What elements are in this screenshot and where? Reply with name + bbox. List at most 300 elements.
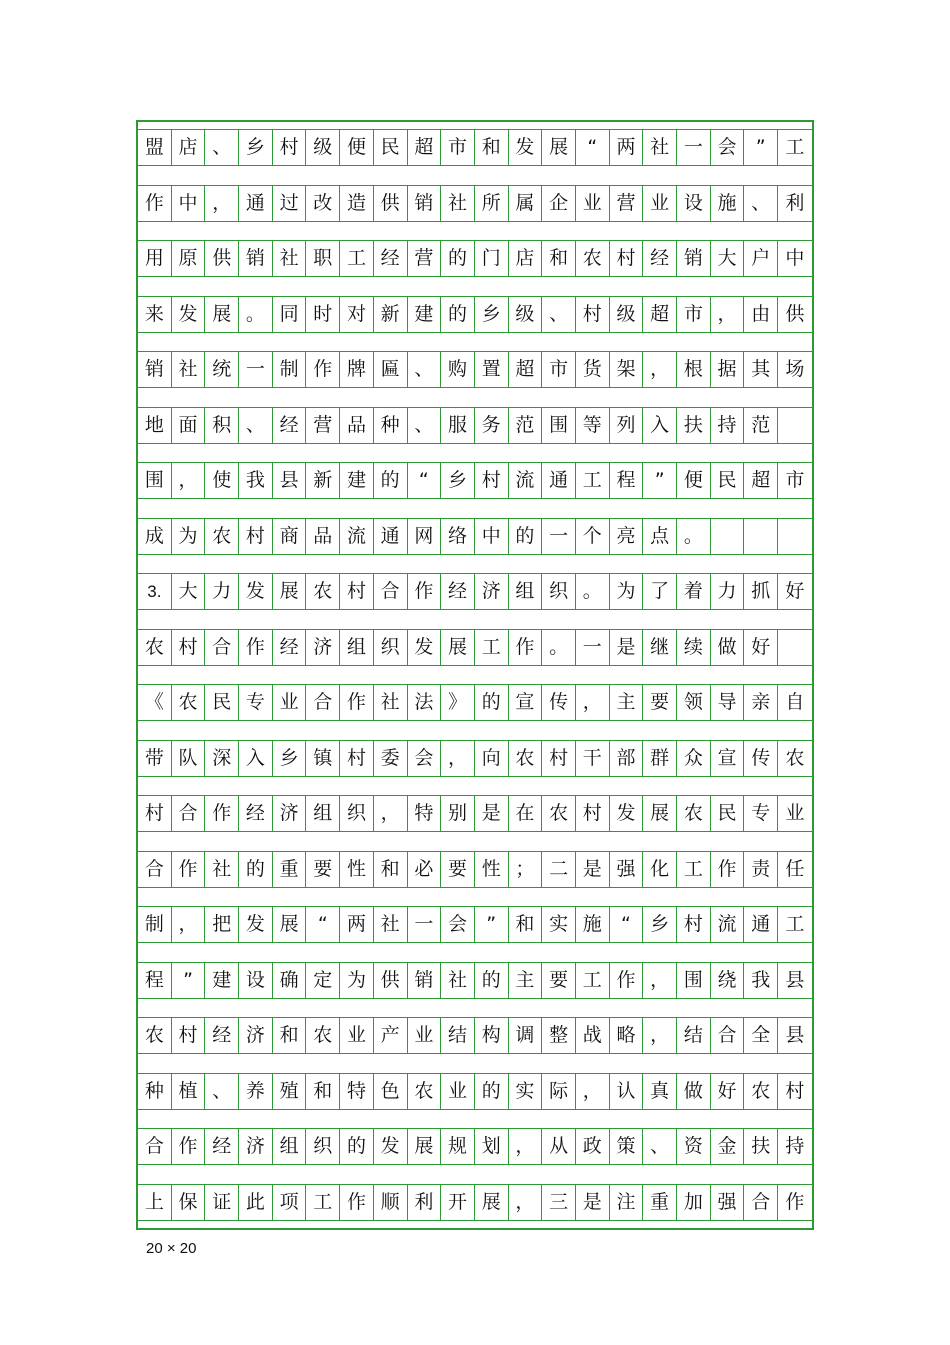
- grid-cell: ，: [643, 962, 677, 999]
- grid-cell: 济: [475, 573, 509, 610]
- grid-cell: 整: [542, 1017, 576, 1054]
- grid-cell: 作: [340, 684, 374, 721]
- grid-cell: 程: [610, 462, 644, 499]
- grid-cell: 大: [711, 240, 745, 277]
- grid-cell: 续: [677, 629, 711, 666]
- grid-cell: 改: [306, 185, 340, 222]
- grid-cell: 一: [542, 518, 576, 555]
- grid-cell: 责: [744, 851, 778, 888]
- grid-cell: 社: [643, 129, 677, 166]
- grid-cell: 民: [711, 795, 745, 832]
- grid-cell: 工: [576, 462, 610, 499]
- grid-cell: 自: [778, 684, 812, 721]
- grid-cell: 展: [273, 906, 307, 943]
- grid-cell: 村: [778, 1073, 812, 1110]
- grid-cell: 经: [273, 407, 307, 444]
- grid-cell: 政: [576, 1128, 610, 1165]
- grid-cell: 开: [441, 1184, 475, 1221]
- grid-cell: 使: [205, 462, 239, 499]
- grid-cell: 经: [205, 1017, 239, 1054]
- grid-cell: 特: [340, 1073, 374, 1110]
- grid-cell: 农: [138, 629, 172, 666]
- grid-cell: 经: [374, 240, 408, 277]
- grid-cell: 我: [239, 462, 273, 499]
- grid-cell: 作: [340, 1184, 374, 1221]
- grid-row: [138, 351, 812, 388]
- grid-cell: 结: [677, 1017, 711, 1054]
- grid-cell: 主: [610, 684, 644, 721]
- grid-cell: 业: [643, 185, 677, 222]
- grid-cell: ，: [441, 740, 475, 777]
- grid-cell: 农: [677, 795, 711, 832]
- grid-cell: 导: [711, 684, 745, 721]
- grid-cell: 合: [374, 573, 408, 610]
- grid-cell: 要: [306, 851, 340, 888]
- grid-cell: ”: [643, 462, 677, 499]
- grid-cell: 真: [643, 1073, 677, 1110]
- grid-cell: 干: [576, 740, 610, 777]
- grid-cell: ”: [172, 962, 206, 999]
- grid-cell: 、: [744, 185, 778, 222]
- grid-cell: 确: [273, 962, 307, 999]
- grid-cell: 利: [408, 1184, 442, 1221]
- grid-row: [138, 1128, 812, 1165]
- grid-cell: 和: [374, 851, 408, 888]
- grid-cell: 的: [475, 1073, 509, 1110]
- grid-cell: 村: [576, 795, 610, 832]
- grid-cell: 建: [205, 962, 239, 999]
- manuscript-grid: [136, 120, 814, 1230]
- grid-cell: 和: [509, 906, 543, 943]
- grid-cell: 经: [205, 1128, 239, 1165]
- grid-cell: 三: [542, 1184, 576, 1221]
- grid-cell: 农: [408, 1073, 442, 1110]
- grid-cell: 济: [239, 1128, 273, 1165]
- grid-cell: 供: [374, 962, 408, 999]
- grid-cell: 领: [677, 684, 711, 721]
- grid-cell: 要: [643, 684, 677, 721]
- grid-cell: 工: [340, 240, 374, 277]
- grid-cell: 品: [306, 518, 340, 555]
- grid-cell: 业: [340, 1017, 374, 1054]
- grid-cell: 做: [711, 629, 745, 666]
- grid-cell: 经: [239, 795, 273, 832]
- grid-row: [138, 407, 812, 444]
- grid-cell: 等: [576, 407, 610, 444]
- grid-row: [138, 1073, 812, 1110]
- grid-cell: 、: [542, 296, 576, 333]
- grid-cell: ，: [576, 684, 610, 721]
- grid-cell: 做: [677, 1073, 711, 1110]
- grid-cell: 项: [273, 1184, 307, 1221]
- grid-cell: 通: [239, 185, 273, 222]
- grid-cell: 合: [138, 851, 172, 888]
- grid-cell: 》: [441, 684, 475, 721]
- grid-cell: 中: [172, 185, 206, 222]
- grid-cell: 点: [643, 518, 677, 555]
- grid-cell: 色: [374, 1073, 408, 1110]
- grid-cell: 的: [509, 518, 543, 555]
- grid-cell: 传: [744, 740, 778, 777]
- grid-cell: 围: [677, 962, 711, 999]
- grid-cell: 超: [509, 351, 543, 388]
- grid-cell: 众: [677, 740, 711, 777]
- grid-cell: 农: [306, 573, 340, 610]
- grid-cell: 作: [138, 185, 172, 222]
- grid-cell: 购: [441, 351, 475, 388]
- grid-cell: 是: [576, 1184, 610, 1221]
- grid-cell: 来: [138, 296, 172, 333]
- grid-cell: 作: [778, 1184, 812, 1221]
- grid-cell: 社: [205, 851, 239, 888]
- grid-cell: 亮: [610, 518, 644, 555]
- grid-cell: 村: [677, 906, 711, 943]
- grid-cell: 主: [509, 962, 543, 999]
- grid-cell: 展: [475, 1184, 509, 1221]
- grid-cell: 业: [576, 185, 610, 222]
- grid-cell: 通: [744, 906, 778, 943]
- grid-cell: 和: [306, 1073, 340, 1110]
- grid-cell: 好: [778, 573, 812, 610]
- grid-cell: 流: [340, 518, 374, 555]
- grid-cell: 中: [778, 240, 812, 277]
- grid-cell: 法: [408, 684, 442, 721]
- grid-cell: 县: [778, 962, 812, 999]
- grid-row: [138, 740, 812, 777]
- grid-cell: 性: [475, 851, 509, 888]
- grid-cell: 村: [340, 740, 374, 777]
- grid-cell: 服: [441, 407, 475, 444]
- grid-cell: 强: [610, 851, 644, 888]
- grid-cell: 县: [778, 1017, 812, 1054]
- grid-cell: 流: [509, 462, 543, 499]
- grid-cell: 乡: [239, 129, 273, 166]
- grid-cell: 地: [138, 407, 172, 444]
- grid-cell: 扶: [744, 1128, 778, 1165]
- grid-cell: 定: [306, 962, 340, 999]
- grid-cell: 着: [677, 573, 711, 610]
- grid-cell: 济: [306, 629, 340, 666]
- grid-cell: 的: [475, 684, 509, 721]
- grid-cell: 成: [138, 518, 172, 555]
- grid-cell: 业: [273, 684, 307, 721]
- grid-cell: ，: [172, 462, 206, 499]
- grid-row: [138, 795, 812, 832]
- grid-cell: 队: [172, 740, 206, 777]
- grid-cell: 乡: [475, 296, 509, 333]
- grid-cell: 销: [408, 185, 442, 222]
- grid-cell: 证: [205, 1184, 239, 1221]
- grid-cell: 制: [138, 906, 172, 943]
- grid-cell: 供: [205, 240, 239, 277]
- grid-cell: 村: [172, 1017, 206, 1054]
- grid-cell: 传: [542, 684, 576, 721]
- grid-cell: 过: [273, 185, 307, 222]
- grid-cell: 合: [172, 795, 206, 832]
- grid-cell: 社: [441, 962, 475, 999]
- grid-cell: 供: [374, 185, 408, 222]
- grid-cell: 、: [643, 1128, 677, 1165]
- grid-cell: 设: [677, 185, 711, 222]
- grid-cell: 重: [273, 851, 307, 888]
- grid-cell: 保: [172, 1184, 206, 1221]
- grid-cell: 别: [441, 795, 475, 832]
- grid-cell: 范: [509, 407, 543, 444]
- grid-cell: 市: [542, 351, 576, 388]
- grid-cell: 企: [542, 185, 576, 222]
- grid-cell: 便: [677, 462, 711, 499]
- grid-cell: 建: [340, 462, 374, 499]
- grid-cell: 入: [643, 407, 677, 444]
- grid-cell: 店: [509, 240, 543, 277]
- grid-cell: 和: [475, 129, 509, 166]
- grid-cell: 销: [677, 240, 711, 277]
- grid-cell: 作: [306, 351, 340, 388]
- grid-cell: 是: [576, 851, 610, 888]
- grid-cell: 施: [711, 185, 745, 222]
- grid-cell: 列: [610, 407, 644, 444]
- grid-cell: 的: [441, 240, 475, 277]
- grid-cell: 济: [239, 1017, 273, 1054]
- grid-cell: 村: [273, 129, 307, 166]
- grid-cell: 加: [677, 1184, 711, 1221]
- grid-cell: 工: [306, 1184, 340, 1221]
- grid-cell: 展: [273, 573, 307, 610]
- grid-cell: 农: [778, 740, 812, 777]
- grid-cell: 制: [273, 351, 307, 388]
- grid-cell: “: [610, 906, 644, 943]
- grid-cell: 合: [711, 1017, 745, 1054]
- grid-cell: 商: [273, 518, 307, 555]
- grid-cell: 经: [643, 240, 677, 277]
- grid-cell: 原: [172, 240, 206, 277]
- grid-cell: 的: [475, 962, 509, 999]
- grid-cell: 匾: [374, 351, 408, 388]
- grid-cell: 资: [677, 1128, 711, 1165]
- grid-cell: 级: [610, 296, 644, 333]
- grid-cell: “: [408, 462, 442, 499]
- grid-cell: 农: [542, 795, 576, 832]
- grid-cell: 农: [744, 1073, 778, 1110]
- grid-cell: 农: [205, 518, 239, 555]
- grid-cell: 统: [205, 351, 239, 388]
- grid-cell: 牌: [340, 351, 374, 388]
- grid-cell: 入: [239, 740, 273, 777]
- grid-cell: 合: [306, 684, 340, 721]
- grid-cell: 络: [441, 518, 475, 555]
- grid-cell: 村: [576, 296, 610, 333]
- grid-cell: 作: [239, 629, 273, 666]
- grid-cell: 通: [374, 518, 408, 555]
- grid-cell: “: [306, 906, 340, 943]
- grid-cell: 县: [273, 462, 307, 499]
- grid-cell: 持: [778, 1128, 812, 1165]
- grid-cell: 委: [374, 740, 408, 777]
- grid-cell: ，: [509, 1184, 543, 1221]
- grid-cell: 工: [778, 129, 812, 166]
- grid-cell: 村: [475, 462, 509, 499]
- grid-cell: 实: [542, 906, 576, 943]
- grid-cell: 积: [205, 407, 239, 444]
- grid-cell: 合: [138, 1128, 172, 1165]
- grid-row: [138, 129, 812, 166]
- grid-cell: 工: [778, 906, 812, 943]
- grid-cell: 社: [374, 684, 408, 721]
- grid-cell: 面: [172, 407, 206, 444]
- grid-cell: ，: [205, 185, 239, 222]
- grid-cell: 从: [542, 1128, 576, 1165]
- grid-cell: ，: [576, 1073, 610, 1110]
- grid-cell: 盟: [138, 129, 172, 166]
- grid-cell: ，: [172, 906, 206, 943]
- grid-cell: 展: [542, 129, 576, 166]
- grid-cell: 设: [239, 962, 273, 999]
- grid-cell: 务: [475, 407, 509, 444]
- grid-cell: 性: [340, 851, 374, 888]
- grid-cell: ，: [711, 296, 745, 333]
- grid-cell: 织: [374, 629, 408, 666]
- grid-cell: 和: [542, 240, 576, 277]
- grid-cell: 流: [711, 906, 745, 943]
- grid-cell: 民: [205, 684, 239, 721]
- grid-cell: 规: [441, 1128, 475, 1165]
- grid-cell: 营: [610, 185, 644, 222]
- grid-cell: 是: [610, 629, 644, 666]
- grid-size-label: 20 × 20: [146, 1240, 197, 1257]
- grid-cell: [778, 407, 812, 444]
- grid-cell: 深: [205, 740, 239, 777]
- grid-cell: 持: [711, 407, 745, 444]
- grid-cell: [744, 518, 778, 555]
- grid-cell: 利: [778, 185, 812, 222]
- grid-cell: 我: [744, 962, 778, 999]
- grid-cell: 种: [374, 407, 408, 444]
- grid-cell: 新: [374, 296, 408, 333]
- grid-cell: 市: [441, 129, 475, 166]
- grid-cell: 为: [610, 573, 644, 610]
- grid-cell: 抓: [744, 573, 778, 610]
- grid-cell: 宣: [509, 684, 543, 721]
- grid-row: [138, 240, 812, 277]
- grid-cell: 大: [172, 573, 206, 610]
- grid-cell: ”: [475, 906, 509, 943]
- grid-cell: 构: [475, 1017, 509, 1054]
- grid-cell: 对: [340, 296, 374, 333]
- grid-cell: 、: [408, 351, 442, 388]
- grid-cell: 其: [744, 351, 778, 388]
- grid-cell: 村: [138, 795, 172, 832]
- grid-cell: 建: [408, 296, 442, 333]
- grid-cell: [778, 518, 812, 555]
- grid-cell: 发: [239, 906, 273, 943]
- grid-cell: 继: [643, 629, 677, 666]
- grid-cell: 群: [643, 740, 677, 777]
- grid-cell: 个: [576, 518, 610, 555]
- grid-cell: 。: [576, 573, 610, 610]
- grid-cell: 工: [677, 851, 711, 888]
- grid-cell: 、: [205, 129, 239, 166]
- grid-cell: 专: [239, 684, 273, 721]
- grid-cell: 绕: [711, 962, 745, 999]
- grid-cell: 农: [306, 1017, 340, 1054]
- grid-cell: 向: [475, 740, 509, 777]
- grid-cell: 施: [576, 906, 610, 943]
- grid-cell: 农: [172, 684, 206, 721]
- grid-cell: 级: [306, 129, 340, 166]
- grid-cell: 金: [711, 1128, 745, 1165]
- grid-cell: 便: [340, 129, 374, 166]
- grid-cell: 发: [509, 129, 543, 166]
- grid-cell: 场: [778, 351, 812, 388]
- grid-cell: ，: [509, 1128, 543, 1165]
- grid-cell: [711, 518, 745, 555]
- grid-cell: 、: [205, 1073, 239, 1110]
- grid-cell: 架: [610, 351, 644, 388]
- grid-cell: ，: [374, 795, 408, 832]
- grid-cell: 超: [744, 462, 778, 499]
- grid-cell: 镇: [306, 740, 340, 777]
- grid-cell: 力: [205, 573, 239, 610]
- grid-cell: 合: [205, 629, 239, 666]
- grid-cell: 好: [744, 629, 778, 666]
- grid-cell: 化: [643, 851, 677, 888]
- grid-cell: 乡: [273, 740, 307, 777]
- grid-cell: 划: [475, 1128, 509, 1165]
- grid-cell: 超: [643, 296, 677, 333]
- grid-cell: 村: [239, 518, 273, 555]
- grid-row: [138, 851, 812, 888]
- grid-cell: 作: [172, 851, 206, 888]
- grid-cell: 一: [239, 351, 273, 388]
- grid-cell: 货: [576, 351, 610, 388]
- grid-cell: 发: [408, 629, 442, 666]
- grid-cell: 会: [711, 129, 745, 166]
- grid-cell: 会: [408, 740, 442, 777]
- grid-cell: 作: [711, 851, 745, 888]
- grid-cell: 策: [610, 1128, 644, 1165]
- grid-cell: 是: [475, 795, 509, 832]
- grid-cell: 工: [475, 629, 509, 666]
- grid-cell: 村: [542, 740, 576, 777]
- grid-cell: 为: [172, 518, 206, 555]
- grid-cell: 战: [576, 1017, 610, 1054]
- grid-cell: 一: [576, 629, 610, 666]
- grid-cell: 宣: [711, 740, 745, 777]
- grid-cell: 实: [509, 1073, 543, 1110]
- grid-cell: 。: [677, 518, 711, 555]
- grid-cell: 由: [744, 296, 778, 333]
- grid-cell: 级: [509, 296, 543, 333]
- grid-cell: 社: [172, 351, 206, 388]
- grid-cell: 中: [475, 518, 509, 555]
- grid-cell: 围: [542, 407, 576, 444]
- grid-cell: 所: [475, 185, 509, 222]
- grid-row: [138, 629, 812, 666]
- grid-cell: 根: [677, 351, 711, 388]
- grid-cell: 展: [643, 795, 677, 832]
- grid-cell: 带: [138, 740, 172, 777]
- grid-cell: 农: [509, 740, 543, 777]
- grid-cell: 社: [273, 240, 307, 277]
- grid-cell: 程: [138, 962, 172, 999]
- grid-cell: 作: [408, 573, 442, 610]
- grid-cell: ”: [744, 129, 778, 166]
- grid-cell: 展: [441, 629, 475, 666]
- grid-cell: 会: [441, 906, 475, 943]
- grid-cell: 略: [610, 1017, 644, 1054]
- grid-cell: 供: [778, 296, 812, 333]
- grid-cell: 组: [340, 629, 374, 666]
